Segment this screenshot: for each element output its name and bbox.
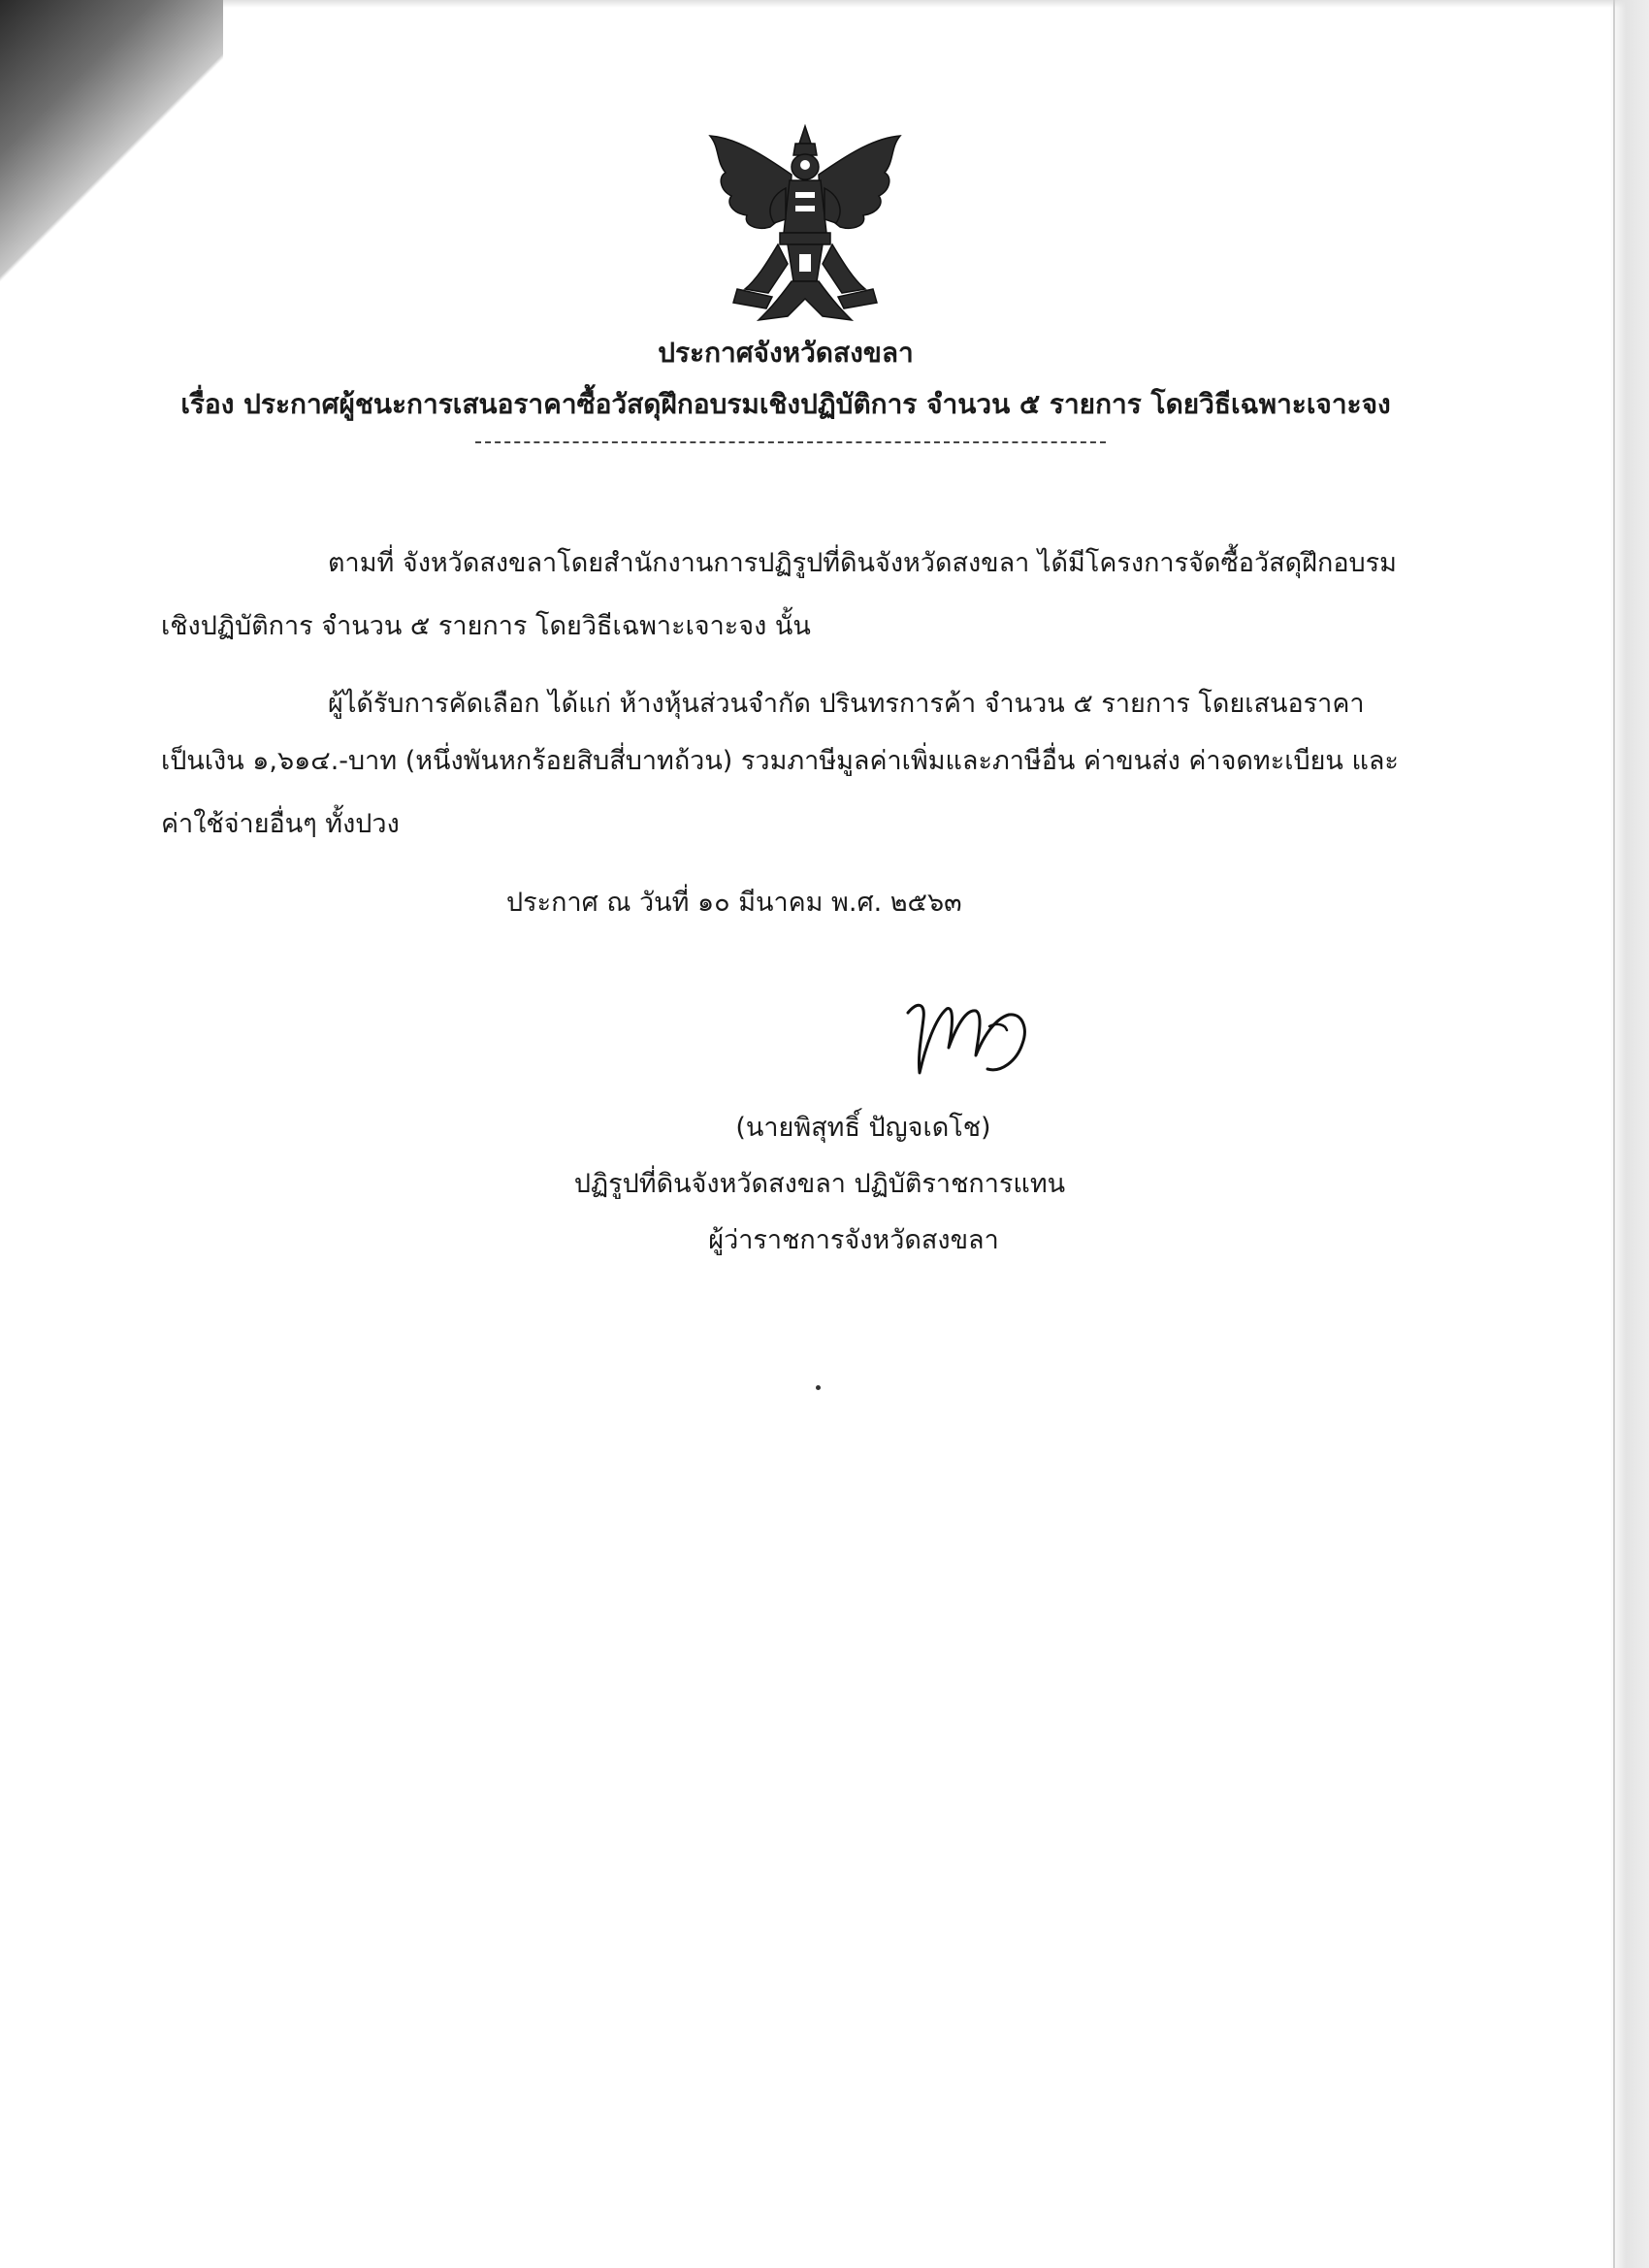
paragraph-2-line-3: ค่าใช้จ่ายอื่นๆ ทั้งปวง — [161, 809, 400, 839]
scan-speck — [816, 1385, 821, 1390]
signatory-position-2: ผู้ว่าราชการจังหวัดสงขลา — [708, 1225, 999, 1255]
signatory-name: (นายพิสุทธิ์ ปัญจเดโช) — [735, 1113, 991, 1143]
paragraph-1-line-2: เชิงปฏิบัติการ จำนวน ๕ รายการ โดยวิธีเฉพาะเจาะจง นั้น — [161, 611, 811, 641]
title-divider — [475, 441, 1106, 443]
scan-shadow-top — [0, 0, 1649, 8]
garuda-emblem-icon — [698, 118, 912, 328]
page-title: ประกาศจังหวัดสงขลา — [658, 337, 914, 369]
signatory-position-1: ปฏิรูปที่ดินจังหวัดสงขลา ปฏิบัติราชการแทน — [573, 1169, 1066, 1199]
paragraph-1-line-1: ตามที่ จังหวัดสงขลาโดยสำนักงานการปฏิรูปที่ดินจังหวัดสงขลา ได้มีโครงการจัดซื้อวัสดุฝึกอบรม — [328, 548, 1397, 578]
page-subject: เรื่อง ประกาศผู้ชนะการเสนอราคาซื้อวัสดุฝึกอบรมเชิงปฏิบัติการ จำนวน ๕ รายการ โดยวิธีเฉพาะเจาะจง — [180, 388, 1391, 420]
paragraph-2-line-1: ผู้ได้รับการคัดเลือก ได้แก่ ห้างหุ้นส่วนจำกัด ปรินทรการค้า จำนวน ๕ รายการ โดยเสนอราคา — [328, 689, 1365, 719]
handwritten-signature — [900, 980, 1046, 1086]
paragraph-2-line-2: เป็นเงิน ๑,๖๑๔.-บาท (หนึ่งพันหกร้อยสิบสี่บาทถ้วน) รวมภาษีมูลค่าเพิ่มและภาษีอื่น ค่าขนส่ง ค่าจดทะเบียน และ — [161, 746, 1399, 776]
announcement-date: ประกาศ ณ วันที่ ๑๐ มีนาคม พ.ศ. ๒๕๖๓ — [506, 888, 962, 918]
scan-shadow-corner — [0, 0, 223, 330]
